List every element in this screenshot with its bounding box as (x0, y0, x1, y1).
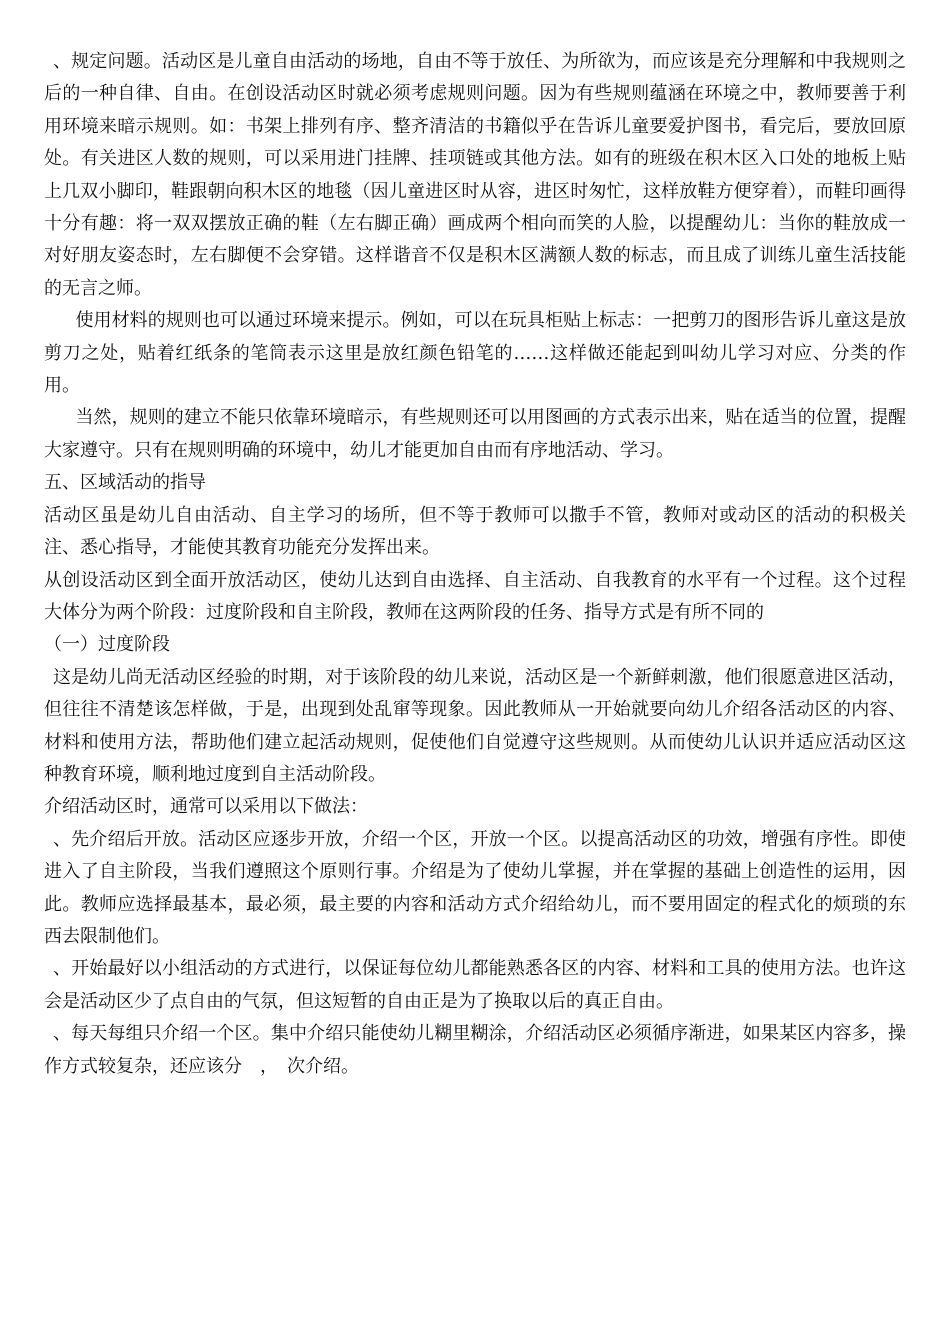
paragraph-introduction-methods: 介绍活动区时，通常可以采用以下做法： (44, 796, 368, 818)
section-heading-area-guidance: 五、区域活动的指导 (44, 472, 206, 494)
paragraph-transition-description: 这是幼儿尚无活动区经验的时期，对于该阶段的幼儿来说，活动区是一个新鲜刺激，他们很愿意进区活动，但往往不清楚该怎样做，于是，出现到处乱窜等现象。因此教师从一开始就要向幼儿介绍各活动区的内容、材料和使用方法，帮助他们建立起活动规则，促使他们自觉遵守这些规则。从而使幼儿认识并适应活动区这种教育环境，顺利地过度到自主活动阶段。 (44, 666, 906, 785)
paragraph-introduce-then-open: 、先介绍后开放。活动区应逐步开放，介绍一个区，开放一个区。以提高活动区的功效，增强有序性。即使进入了自主阶段，当我们遵照这个原则行事。介绍是为了使幼儿掌握，并在掌握的基础上创造性的运用，因此。教师应选择最基本，最必须，最主要的内容和活动方式介绍给幼儿，而不要用固定的程式化的烦琐的东西去限制他们。 (44, 828, 906, 947)
paragraph-material-rules: 使用材料的规则也可以通过环境来提示。例如，可以在玩具柜贴上标志：一把剪刀的图形告诉儿童这是放剪刀之处，贴着红纸条的笔筒表示这里是放红颜色铅笔的……这样做还能起到叫幼儿学习对应、分类的作用。 (44, 310, 906, 397)
paragraph-teacher-attention: 活动区虽是幼儿自由活动、自主学习的场所，但不等于教师可以撒手不管，教师对或动区的活动的积极关注、悉心指导，才能使其教育功能充分发挥出来。 (44, 504, 906, 559)
subheading-transition-stage: （一）过度阶段 (44, 634, 170, 656)
paragraph-one-area-per-day: 、每天每组只介绍一个区。集中介绍只能使幼儿糊里糊涂，介绍活动区必须循序渐进，如果某区内容多，操作方式较复杂，还应该分 ， 次介绍。 (44, 1023, 906, 1077)
paragraph-rules-problem: 、规定问题。活动区是儿童自由活动的场地，自由不等于放任、为所欲为，而应该是充分理解和中我规则之后的一种自律、自由。在创设活动区时就必须考虑规则问题。因为有些规则蕴涵在环境之中，教师要善于利用环境来暗示规则。如：书架上排列有序、整齐清洁的书籍似乎在告诉儿童要爱护图书，看完后，要放回原处。有关进区人数的规则，可以采用进门挂牌、挂项链或其他方法。如有的班级在积木区入口处的地板上贴上几双小脚印，鞋跟朝向积木区的地毯（因儿童进区时从容，进区时匆忙，这样放鞋方便穿着），而鞋印画得十分有趣：将一双双摆放正确的鞋（左右脚正确）画成两个相向而笑的人脸，以提醒幼儿：当你的鞋放成一对好朋友姿态时，左右脚便不会穿错。这样谐音不仅是积木区满额人数的标志，而且成了训练儿童生活技能的无言之师。 (44, 51, 906, 299)
document-page (44, 46, 906, 1083)
paragraph-small-group: 、开始最好以小组活动的方式进行，以保证每位幼儿都能熟悉各区的内容、材料和工具的使用方法。也许这会是活动区少了点自由的气氛，但这短暂的自由正是为了换取以后的真正自由。 (44, 958, 906, 1012)
paragraph-rule-establishment: 当然，规则的建立不能只依靠环境暗示，有些规则还可以用图画的方式表示出来，贴在适当的位置，提醒大家遵守。只有在规则明确的环境中，幼儿才能更加自由而有序地活动、学习。 (44, 407, 906, 461)
paragraph-two-stages: 从创设活动区到全面开放活动区，使幼儿达到自由选择、自主活动、自我教育的水平有一个过程。这个过程大体分为两个阶段：过度阶段和自主阶段，教师在这两阶段的任务、指导方式是有所不同的 (44, 569, 906, 623)
